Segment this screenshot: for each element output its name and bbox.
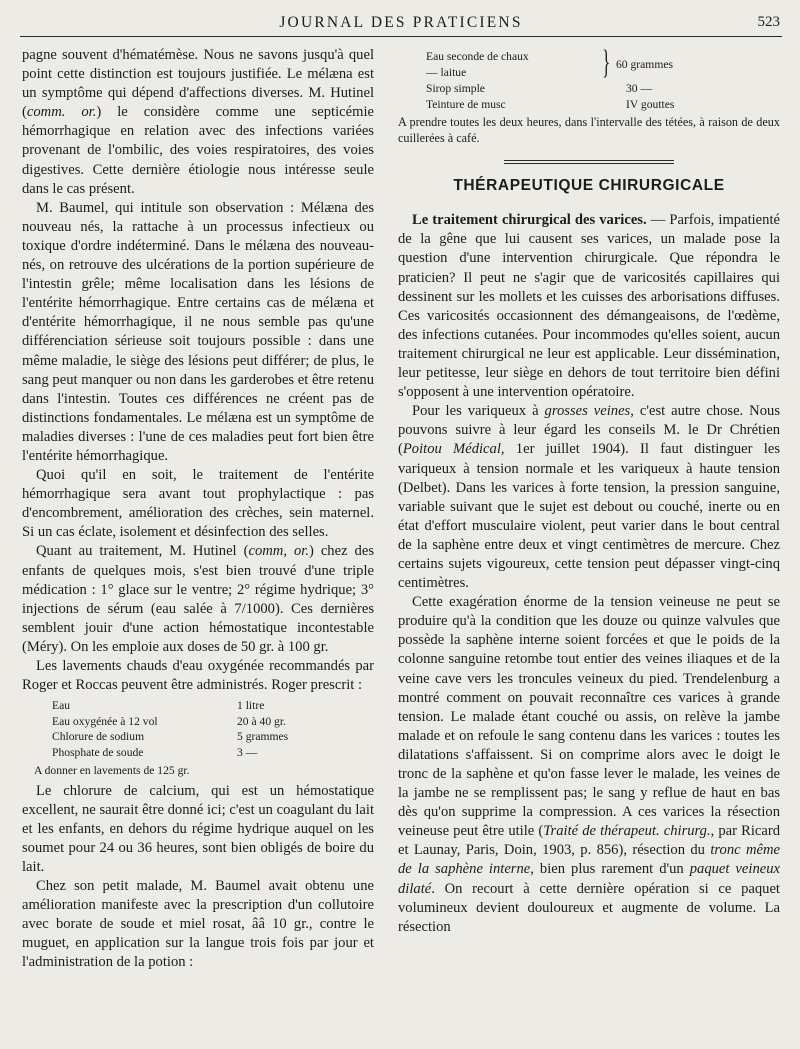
running-head	[20, 10, 782, 37]
ingredient: Eau	[52, 699, 71, 713]
ingredient: Teinture de musc	[426, 97, 506, 111]
paragraph: Chez son petit malade, M. Baumel avait obtenu une amélioration manifeste avec la prescription d'un collutoire avec borate de soude et miel rosat, ââ 10 gr., contre le muguet, en application sur la langue trois fois par jour et l'administration de la potion :	[22, 878, 374, 971]
text: Pour les variqueux à	[412, 403, 545, 420]
subheading: Le traitement chirurgical des varices.	[412, 212, 647, 229]
section-divider	[504, 160, 674, 164]
brace-symbol: }	[602, 44, 611, 81]
paragraph: M. Baumel, qui intitule son observation : Mélæna des nouveau nés, la rattache à un processus infectieux ou toxique d'ordre indéterminé. Dans le mélæna des nouveau-nés, on retrouve des ulcérations de la portion supérieure de l'intestin grêle; même localisation dans les lésions de l'entérite hémorrhagique. Entre certains cas de mélæna et d'entérite hémorrhagique, il ne nous semble pas qu'une différenciation sérieuse soit toujours possible : dans une même maladie, le siège des lésions peut différer; de plus, le sang peut manquer ou non dans les garderobes et être retenu dans l'intestin. Toutes ces différences ne créent pas de distinctions fondamentales. Le mélæna est un symptôme de maladies diverses : l'une de ces maladies peut fort bien être l'entérite hémorrhagique.	[22, 199, 374, 464]
citation: comm. or.	[26, 104, 97, 121]
prescription-table	[22, 698, 374, 760]
text: Cette exagération énorme de la tension veineuse ne peut se produire qu'à la condition que les douze ou quinze valvules que possède la saphène interne soient forcées et que le poids de la colonne sanguine retombe tout entier des veines iliaques et de la veine cave vers les troncules veineux du pied. Trendelenburg a montré comment on pouvait reconnaître ces varices à grande tension. Le malade étant couché ou assis, on relève la jambe malade et on refoule le sang contenu dans les varices : toutes les dilatations s'affaissent. Si on comprime alors avec le doigt le tronc de la saphène et qu'on fasse lever le malade, les veines de la jambe ne se remplissent pas; le sang y reflue de haut en bas dès qu'on supprime la compression. A ces varices la résection veineuse peut être utile (	[398, 594, 780, 840]
text: ) chez des enfants de quelques mois, s'est bien trouvé d'une triple médication : 1° glace sur le ventre; 2° régime hydrique; 3° injections de sérum (eau salée à 7/1000). Ces dernières semblent jouir d'une action hémostatique incontestable (Méry). On les emploie aux doses de 50 gr. à 100 gr.	[22, 543, 374, 655]
section-title: THÉRAPEUTIQUE CHIRURGICALE	[453, 177, 725, 195]
ingredient: Eau seconde de chaux	[426, 50, 529, 63]
quantity: IV gouttes	[626, 97, 675, 111]
paragraph	[22, 542, 374, 657]
text: , 1er juillet 1904). Il faut distinguer les variqueux à tension normale et les variqueux à haute tension (Delbet). Dans les varices à forte tension, la pression sanguine, variable suivant que le sujet est debout ou couché, inerte ou en état d'effort musculaire violent, peut varier dans le bout central de la saphène entre deux et vingt centimètres de mercure. Chez certains sujets vigoureux, cette tension peut dépasser vingt-cinq centimètres.	[398, 441, 780, 592]
quantity: 5 grammes	[237, 730, 289, 744]
ingredient: Sirop simple	[426, 82, 485, 95]
citation: Poitou Médical	[402, 441, 501, 458]
text: Quant au traitement, M. Hutinel (	[36, 543, 249, 560]
prescription-note: A donner en lavements de 125 gr.	[34, 763, 190, 777]
left-column	[22, 46, 374, 973]
text: . On recourt à cette dernière opération si ce paquet volumineux devient douloureux et augmente de volume. La résection	[398, 880, 780, 935]
text: , par Ricard et Launay, Paris, Doin, 1903, p. 856), résection du	[398, 823, 781, 859]
paragraph	[22, 46, 374, 199]
emphasis: paquet veineux dilaté	[398, 861, 780, 897]
citation: comm, or.	[248, 543, 309, 560]
prescription-row	[22, 698, 342, 714]
paragraph: Le chlorure de calcium, qui est un hémostatique excellent, ne saurait être donné ici; c'est un coagulant du lait et les enfants, en dehors du régime hydrique auquel on les soumet pour 24 ou 36 heures, sont bien obligés de boire du lait.	[22, 782, 374, 875]
emphasis: tronc même de la saphène interne	[398, 842, 780, 878]
paragraph	[398, 211, 780, 402]
prescription-row	[22, 714, 342, 730]
emphasis: grosses veines	[544, 403, 631, 420]
quantity: 1 litre	[237, 699, 265, 713]
prescription-row	[426, 49, 756, 65]
text: , c'est autre chose. Nous pouvons suivre à leur égard les conseils M. le Dr Chrétien (	[398, 403, 780, 458]
brace-group	[426, 44, 780, 81]
prescription-row	[426, 97, 756, 113]
prescription-row	[426, 65, 756, 81]
quantity: 20 à 40 gr.	[237, 714, 286, 728]
ingredient: Phosphate de soude	[52, 745, 144, 759]
paragraph	[398, 593, 780, 937]
prescription-table	[398, 44, 780, 112]
prescription-row	[426, 81, 756, 97]
prescription-row	[22, 729, 342, 745]
right-column	[398, 46, 780, 937]
text: pagne souvent d'hématémèse. Nous ne savons jusqu'à quel point cette distinction est toujours justifiée. Le mélæna est un symptôme qui dépend d'affections diverses. M. Hutinel (	[22, 47, 374, 121]
journal-title: JOURNAL DES PRATICIENS	[279, 14, 523, 31]
paragraph	[398, 402, 780, 593]
ingredient: Eau oxygénée à 12 vol	[52, 714, 158, 728]
quantity: 3 —	[237, 745, 258, 759]
prescription-row	[22, 745, 342, 761]
prescription-instruction: A prendre toutes les deux heures, dans l'intervalle des tétées, à raison de deux cuillerées à café.	[398, 115, 780, 146]
paragraph: Quoi qu'il en soit, le traitement de l'entérite hémorrhagique sera avant tout prophylactique : pas d'encombrement, amélioration des crèches, sein maternel. Si un cas éclate, isolement et désinfection des selles.	[22, 467, 374, 541]
quantity: 30 —	[626, 82, 653, 95]
page-number: 523	[757, 14, 780, 30]
ingredient: — laitue	[426, 65, 467, 79]
text: — Parfois, impatienté de la gêne que lui causent ses varices, un malade pose la question d'une intervention chirurgicale. Que répondra le praticien? Il peut ne s'agir que de varicosités capillaires qui dessinent sur les mollets et les cuisses des arborisations diffuses. Ces varicosités occasionnent des démangeaisons, de l'œdème, des infections cutanées. Pour incommodes qu'elles soient, aucun traitement chirurgical ne leur est applicable. Leur dissémination, leur petitesse, leur siège en dehors de tout territoire bien défini s'opposent à une intervention opératoire.	[398, 212, 780, 401]
quantity: 60 grammes	[616, 58, 673, 71]
ingredient: Chlorure de sodium	[52, 730, 145, 744]
citation: Traité de thérapeut. chirurg.	[543, 823, 711, 840]
text: , bien plus rarement d'un	[530, 861, 690, 878]
paragraph: Les lavements chauds d'eau oxygénée recommandés par Roger et Roccas peuvent être administrés. Roger prescrit :	[22, 658, 374, 694]
text: ) le considère comme une septicémie hémorrhagique en relation avec des infections variées provenant de l'ombilic, des voies respiratoires, des voies digestives. Cette dernière étiologie nous intéresse seule dans le cas présent.	[22, 104, 375, 197]
